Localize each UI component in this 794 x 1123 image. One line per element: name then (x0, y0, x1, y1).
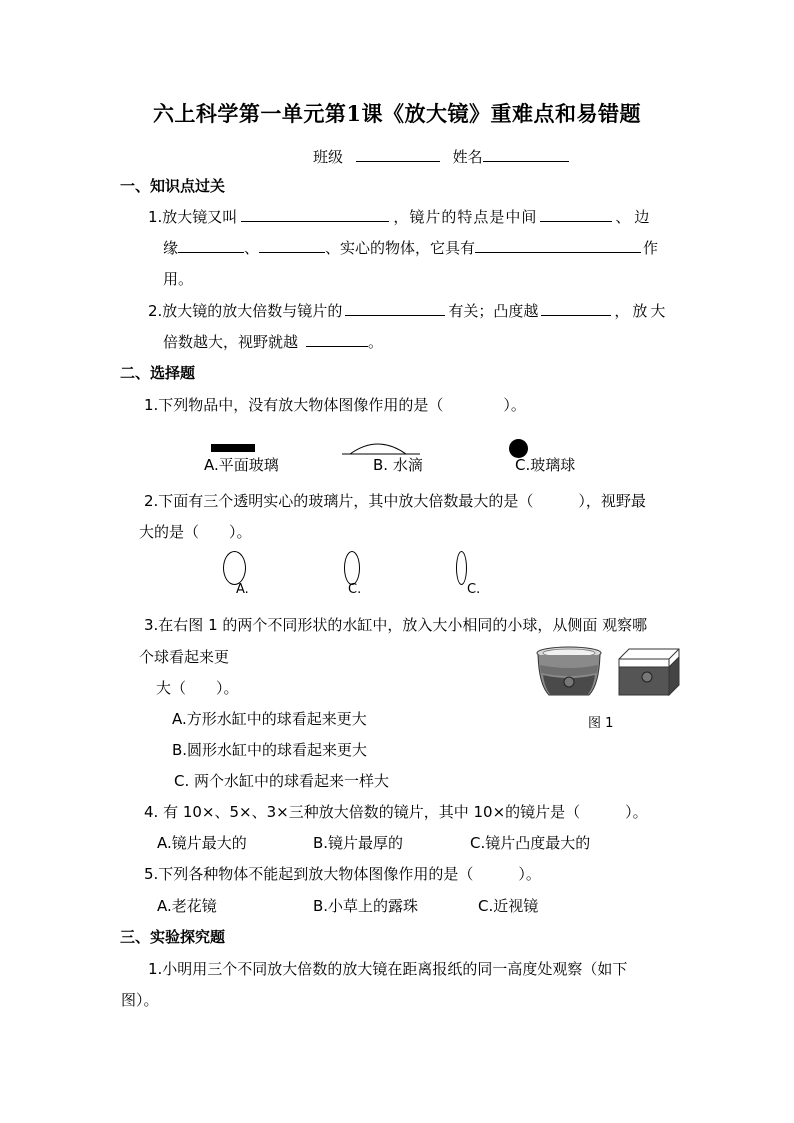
s1-q2-line1: 2.放大镜的放大倍数与镜片的 有关；凸度越 ，放大 (148, 302, 669, 320)
name-field[interactable] (483, 147, 569, 162)
blank-field-of-view[interactable] (306, 332, 368, 347)
s2-q4-opt-a: A.镜片最大的 (157, 834, 247, 852)
s2-q3-stem-1: 3.在右图 1 的两个不同形状的水缸中，放入大小相同的小球，从侧面 观察哪 (144, 616, 648, 634)
lens-a-picture (223, 551, 246, 585)
lens-c-picture (456, 551, 467, 585)
section2-heading: 二、选择题 (120, 364, 196, 382)
blank-lens-function[interactable] (475, 238, 641, 253)
s2-q1-stem: 1.下列物品中，没有放大物体图像作用的是（ ）。 (144, 396, 526, 414)
s2-q2-opt-c: C. (467, 582, 481, 597)
s1-q1-line3: 用。 (163, 270, 194, 288)
s1-q1-line1: 1.放大镜又叫 ，镜片的特点是中间 、边 (148, 208, 654, 226)
s2-q2-opt-b: C. (348, 582, 362, 597)
section3-heading: 三、实验探究题 (120, 928, 226, 946)
blank-convexity[interactable] (541, 301, 611, 316)
s2-q5-opt-a: A.老花镜 (157, 897, 217, 915)
s2-q3-opt-a: A.方形水缸中的球看起来更大 (172, 710, 367, 728)
s2-q1-opt-a: A.平面玻璃 (204, 456, 279, 474)
flat-glass-picture (211, 444, 255, 452)
s3-q1-line2: 图）。 (121, 991, 159, 1009)
blank-lens-factor[interactable] (345, 301, 445, 316)
s2-q4-opt-c: C.镜片凸度最大的 (470, 834, 591, 852)
class-name-line (313, 146, 569, 167)
s2-q2-opt-a: A. (236, 582, 249, 597)
figure-1-fish-tanks (535, 645, 683, 699)
s2-q5-opt-b: B.小草上的露珠 (313, 897, 419, 915)
blank-lens-middle[interactable] (540, 207, 612, 222)
lens-b-picture (344, 551, 360, 585)
blank-lens-edge-1[interactable] (178, 238, 244, 253)
s2-q3-opt-c: C. 两个水缸中的球看起来一样大 (174, 772, 390, 790)
s2-q4-opt-b: B.镜片最厚的 (313, 834, 404, 852)
class-label: 班级 (313, 148, 344, 166)
page-title: 六上科学第一单元第1课《放大镜》重难点和易错题 (152, 101, 642, 126)
s2-q5-stem: 5.下列各种物体不能起到放大物体图像作用的是（ ）。 (144, 865, 541, 883)
blank-lens-edge-2[interactable] (259, 238, 325, 253)
s2-q1-opt-c: C.玻璃球 (515, 456, 576, 474)
figure-1-caption: 图 1 (588, 716, 614, 731)
blank-magnifier-name[interactable] (241, 207, 389, 222)
s2-q5-opt-c: C.近视镜 (478, 897, 539, 915)
s2-q1-opt-b: B. 水滴 (373, 456, 423, 474)
name-label: 姓名 (452, 148, 483, 166)
s2-q3-stem-2: 个球看起来更 (139, 648, 230, 666)
class-field[interactable] (356, 147, 440, 162)
s3-q1-line1: 1.小明用三个不同放大倍数的放大镜在距离报纸的同一高度处观察（如下 (148, 960, 628, 978)
s2-q3-opt-b: B.圆形水缸中的球看起来更大 (172, 741, 368, 759)
s1-q2-line2: 倍数越大，视野就越 。 (163, 333, 384, 351)
s1-q1-line2: 缘 、 、实心的物体，它具有 作 (163, 239, 659, 257)
s2-q3-stem-3: 大（ ）。 (156, 679, 239, 697)
s2-q2-stem-1: 2.下面有三个透明实心的玻璃片，其中放大倍数最大的是（ ），视野最 (144, 492, 646, 510)
s2-q4-stem: 4. 有 10×、5×、3×三种放大倍数的镜片，其中 10×的镜片是（ ）。 (144, 803, 648, 821)
s2-q2-stem-2: 大的是（ ）。 (139, 523, 252, 541)
section1-heading: 一、知识点过关 (120, 177, 226, 195)
